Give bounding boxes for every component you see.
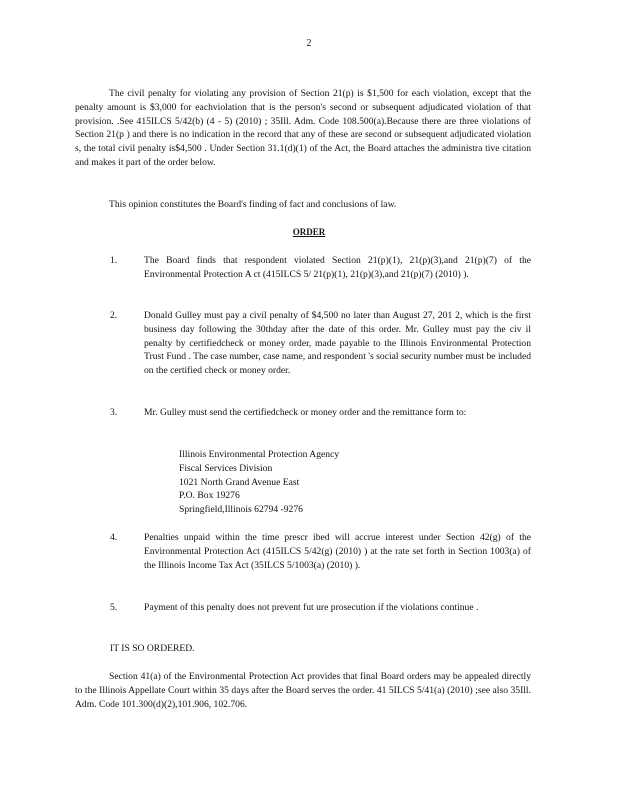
order-item-number: 1. [110,255,118,266]
page-number: 2 [306,38,312,49]
so-ordered: IT IS SO ORDERED. [110,643,195,654]
appeal-paragraph [75,670,531,711]
order-item-number: 5. [110,602,118,613]
address-line: 1021 North Grand Avenue East [179,476,300,488]
findings-paragraph-text: This opinion constitutes the Board's finding of fact and conclusions of law. [109,199,397,210]
order-item-text: The Board finds that respondent violated Section 21(p)(1), 21(p)(3),and 21(p)(7) of the Environmental Protection A ct (415ILCS 5/ 21(p)(1), 21(p)(3),and 21(p)(7) (2010) ). [144,255,531,280]
order-heading: ORDER [292,227,326,237]
order-item-number: 2. [110,310,118,321]
address-line: P.O. Box 19276 [179,490,240,502]
appeal-paragraph-text: Section 41(a) of the Environmental Protection Act provides that final Board orders may be appealed directly to the Illinois Appellate Court within 35 days after the Board serves the order. 41 5ILCS 5/41(a) (2010) ;see also 35Ill. Adm. Code 101.300(d)(2),101.906, 102.706. [75,671,531,710]
remittance-address [179,448,439,517]
address-line: Fiscal Services Division [179,462,273,474]
order-item-text: Penalties unpaid within the time prescr ibed will accrue interest under Section 42(g) of the Environmental Protection Act (415ILCS 5/42(g) (2010) ) at the rate set forth in Section 1003(a) of the Illinois Income Tax Act (35ILCS 5/1003(a) (2010) ). [144,532,531,571]
order-item-text: Mr. Gulley must send the certifiedcheck or money order and the remittance form to: [144,407,467,418]
order-item-text: Donald Gulley must pay a civil penalty of $4,500 no later than August 27, 201 2, which is the first business day following the 30thday after the date of this order. Mr. Gulley must pay the civ il penalty by certifiedcheck or money order, made payable to the Illinois Environmental Protection Trust Fund . The case number, case name, and respondent 's social security number must be included on the certified check or money order. [144,310,531,377]
findings-paragraph [75,198,531,212]
penalty-paragraph [75,87,531,170]
order-item-number: 4. [110,532,118,543]
order-item-number: 3. [110,407,118,418]
penalty-paragraph-text: The civil penalty for violating any provision of Section 21(p) is $1,500 for each violation, except that the penalty amount is $3,000 for eachviolation that is the person's second or subsequent adjudicated violation of that provision. .See 415ILCS 5/42(b) (4 - 5) (2010) ; 35Ill. Adm. Code 108.500(a).Because there are three violations of Section 21(p ) and there is no indication in the record that any of these are second or subsequent adjudicated violation s, the total civil penalty is$4,500 . Under Section 31.1(d)(1) of the Act, the Board attaches the administra tive citation and makes it part of the order below. [75,88,531,168]
order-heading-wrap [0,226,618,240]
address-line: Illinois Environmental Protection Agency [179,449,340,460]
address-line: Springfield,Illinois 62794 -9276 [179,504,303,516]
order-item-text: Payment of this penalty does not prevent fut ure prosecution if the violations continue . [144,602,479,613]
